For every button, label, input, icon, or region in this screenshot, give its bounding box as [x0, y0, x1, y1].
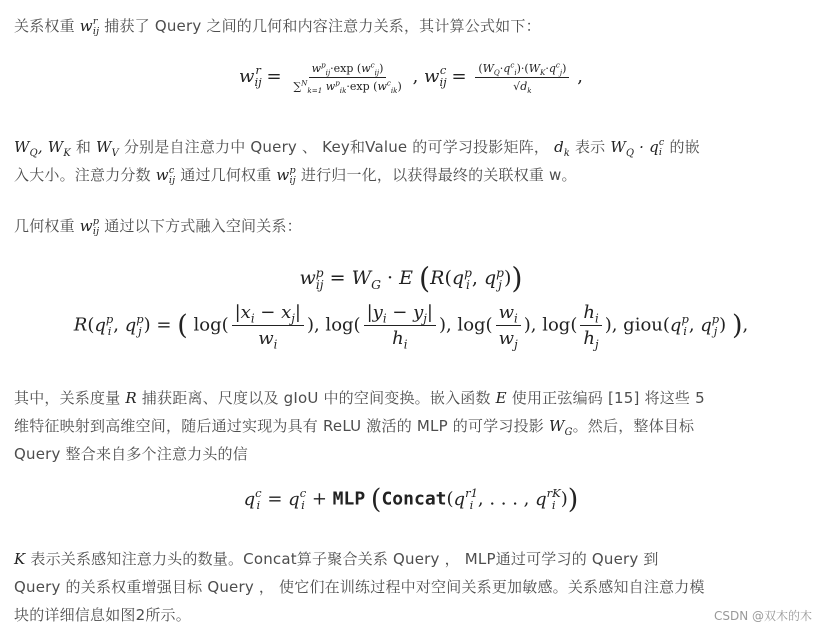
paragraph-geometry-intro: [14, 212, 810, 240]
math-w-r-ij: w r ij: [79, 16, 100, 37]
math-E: E: [495, 389, 507, 407]
math-wq-qc: $W_Q \cdot q$ c i: [610, 137, 665, 159]
text: 的嵌: [669, 138, 700, 156]
math-WG: $W_G$: [548, 417, 573, 438]
text: 通过几何权重: [180, 166, 272, 184]
text: 捕获了 Query 之间的几何和内容注意力关系，其计算公式如下：: [104, 17, 541, 35]
math-K: K: [14, 550, 26, 568]
equation-geometry-weight: w p ij = $W_G \cdot E$ (R(q p i , q p j )): [299, 262, 523, 295]
paragraph-projections: [14, 133, 810, 189]
text: 使用正弦编码 [15] 将这些 5: [511, 389, 705, 407]
watermark: CSDN @双木的木: [713, 609, 812, 623]
math-R: R: [125, 389, 137, 407]
text: 表示: [574, 138, 606, 156]
text: 和: [75, 138, 92, 156]
text: 。然后，整体目标: [572, 417, 695, 435]
equation-attention-weights: w r ij = $\frac{w^p_{ij}\cdot\exp (w^c_{ij})}{\sum^N_{k=1} w^p_{ik}\cdot\exp (w^c_{ik})}$ , w c ij = $\frac{(W_Q\cdot q^c_i)\cdot(W_K\cdot q^c_j)}{√d_k}$ ,: [239, 60, 583, 96]
paragraph-intro: [14, 12, 810, 40]
math-w-p-ij: w p ij: [276, 165, 296, 186]
text: 其中，关系度量: [14, 389, 121, 407]
text: 捕获距离、尺度以及 gIoU 中的空间变换。嵌入函数: [141, 389, 491, 407]
text: 维特征映射到高维空间，随后通过实现为具有 ReLU 激活的 MLP 的可学习投影: [14, 417, 544, 435]
text: 分别是自注意力中 Query 、 Key和Value 的可学习投影矩阵，: [123, 138, 550, 156]
text: 通过以下方式融入空间关系：: [104, 217, 302, 235]
text: 进行归一化，以获得最终的关联权重 w。: [300, 166, 577, 184]
equation-relation-features: R(q p i , q p j ) = ( log( $\frac{|x_i - x_j|}{w_i}$ ), log( $\frac{|y_i - y_j|}{h_i}$ ), log( $\frac{w_i}{w_j}$ ), log( $\frac{h_i}{h_j}$ ), giou(q p i , q p j ) ),: [73, 302, 749, 352]
equation-query-update: q c i = q c i + MLP (Concat(q r1 i , . . . , q rK i )): [243, 484, 579, 515]
text: Query 的关系权重增强目标 Query ， 使它们在训练过程中对空间关系更加敏感。关系感知自注意力模: [14, 578, 705, 596]
math-wv: $W_V$: [96, 138, 119, 159]
math-w-c-ij: w c ij: [155, 165, 176, 186]
paragraph-embedding: [14, 384, 810, 468]
text: 入大小。注意力分数: [14, 166, 151, 184]
text: 表示关系感知注意力头的数量。Concat算子聚合关系 Query ， MLP通过可学习的 Query 到: [30, 550, 659, 568]
math-dk: $d_k$: [554, 138, 570, 159]
text: Query 整合来自多个注意力头的信: [14, 445, 248, 463]
text: 关系权重: [14, 17, 75, 35]
paragraph-conclusion: [14, 545, 810, 629]
text: 几何权重: [14, 217, 75, 235]
text: 块的详细信息如图2所示。: [14, 606, 191, 624]
math-wq: $W_Q$, $W_K$: [14, 138, 71, 159]
math-w-p-ij-2: w p ij: [79, 216, 100, 237]
